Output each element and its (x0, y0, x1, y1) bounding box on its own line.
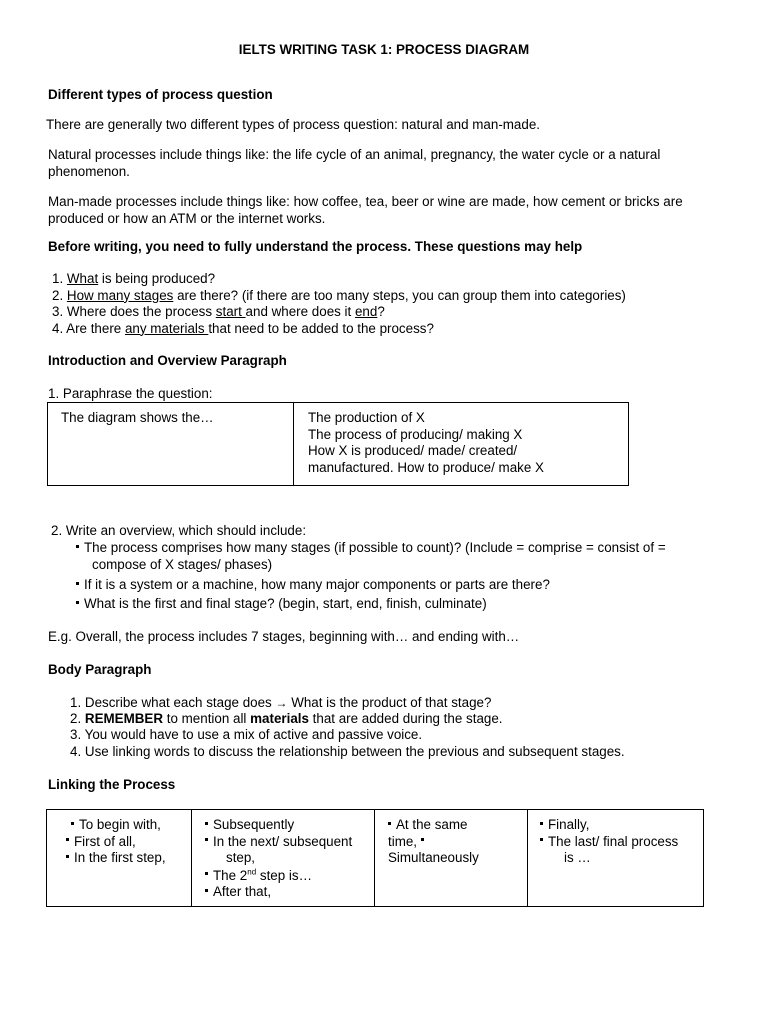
questions-list (52, 271, 626, 337)
list-item: 2. REMEMBER to mention all materials that are added during the stage. (70, 711, 503, 727)
heading-body-paragraph: Body Paragraph (48, 662, 152, 677)
list-item: The 2nd step is… (205, 868, 374, 885)
list-item: First of all, (66, 834, 191, 851)
step-overview: 2. Write an overview, which should include: (51, 523, 307, 538)
list-item: 4. Use linking words to discuss the relationship between the previous and subsequent stages. (70, 743, 625, 759)
para-man-made: Man-made processes include things like: how coffee, tea, beer or wine are made, how cement or bricks are produced or how an ATM or the internet works. (48, 194, 683, 226)
list-item: Simultaneously (388, 850, 479, 865)
list-item: At the same (388, 817, 527, 834)
list-item: 3. You would have to use a mix of active and passive voice. (70, 727, 423, 743)
list-item: Finally, (540, 817, 703, 834)
para-two-types: There are generally two different types of process question: natural and man-made. (46, 117, 540, 132)
list-item: If it is a system or a machine, how many major components or parts are there? (76, 577, 736, 596)
list-item: In the first step, (66, 850, 191, 867)
list-item: The process comprises how many stages (if possible to count)? (Include = comprise = consist of = (76, 540, 736, 557)
table-cell-left: The diagram shows the… (48, 403, 294, 486)
list-item-continuation: step, (226, 850, 256, 865)
list-item: What is the first and final stage? (begin, start, end, finish, culminate) (76, 596, 736, 613)
table-cell-middle (192, 810, 375, 907)
table-cell-right: The production of X The process of producing/ making X How X is produced/ made/ created/ manufactured. How to produce/ make X (294, 403, 629, 486)
heading-intro-overview: Introduction and Overview Paragraph (48, 353, 287, 368)
table-cell-simultaneous (375, 810, 528, 907)
linking-table (46, 809, 704, 907)
body-instructions (70, 695, 625, 760)
list-item: 1. Describe what each stage does → What is the product of that stage? (70, 695, 492, 710)
heading-linking: Linking the Process (48, 777, 176, 792)
list-item: After that, (205, 884, 374, 901)
list-item: 1. What is being produced? (52, 271, 216, 286)
page-title: IELTS WRITING TASK 1: PROCESS DIAGRAM (238, 42, 530, 57)
right-arrow-icon: → (275, 696, 288, 710)
list-item-continuation: compose of X stages/ phases) (92, 557, 273, 572)
list-item: Subsequently (205, 817, 374, 834)
list-item: 3. Where does the process start and where does it end? (52, 304, 385, 319)
table-cell-beginning (47, 810, 192, 907)
list-item: The last/ final process (540, 834, 703, 851)
list-item-continuation: is … (564, 850, 591, 865)
list-item: In the next/ subsequent (205, 834, 374, 851)
heading-types: Different types of process question (48, 87, 273, 102)
overview-bullets (76, 540, 736, 613)
paraphrase-table (47, 402, 629, 486)
para-natural: Natural processes include things like: the life cycle of an animal, pregnancy, the water cycle or a natural phenomenon. (48, 147, 661, 179)
step-paraphrase: 1. Paraphrase the question: (48, 386, 213, 401)
list-item: To begin with, (66, 817, 191, 834)
heading-before-writing: Before writing, you need to fully understand the process. These questions may help (48, 239, 583, 254)
list-item: 2. How many stages are there? (if there are too many steps, you can group them into categories) (52, 287, 626, 303)
list-item: 4. Are there any materials that need to be added to the process? (52, 320, 434, 336)
table-cell-final (528, 810, 704, 907)
overview-example: E.g. Overall, the process includes 7 stages, beginning with… and ending with… (48, 629, 520, 644)
list-item: time, (388, 834, 527, 851)
